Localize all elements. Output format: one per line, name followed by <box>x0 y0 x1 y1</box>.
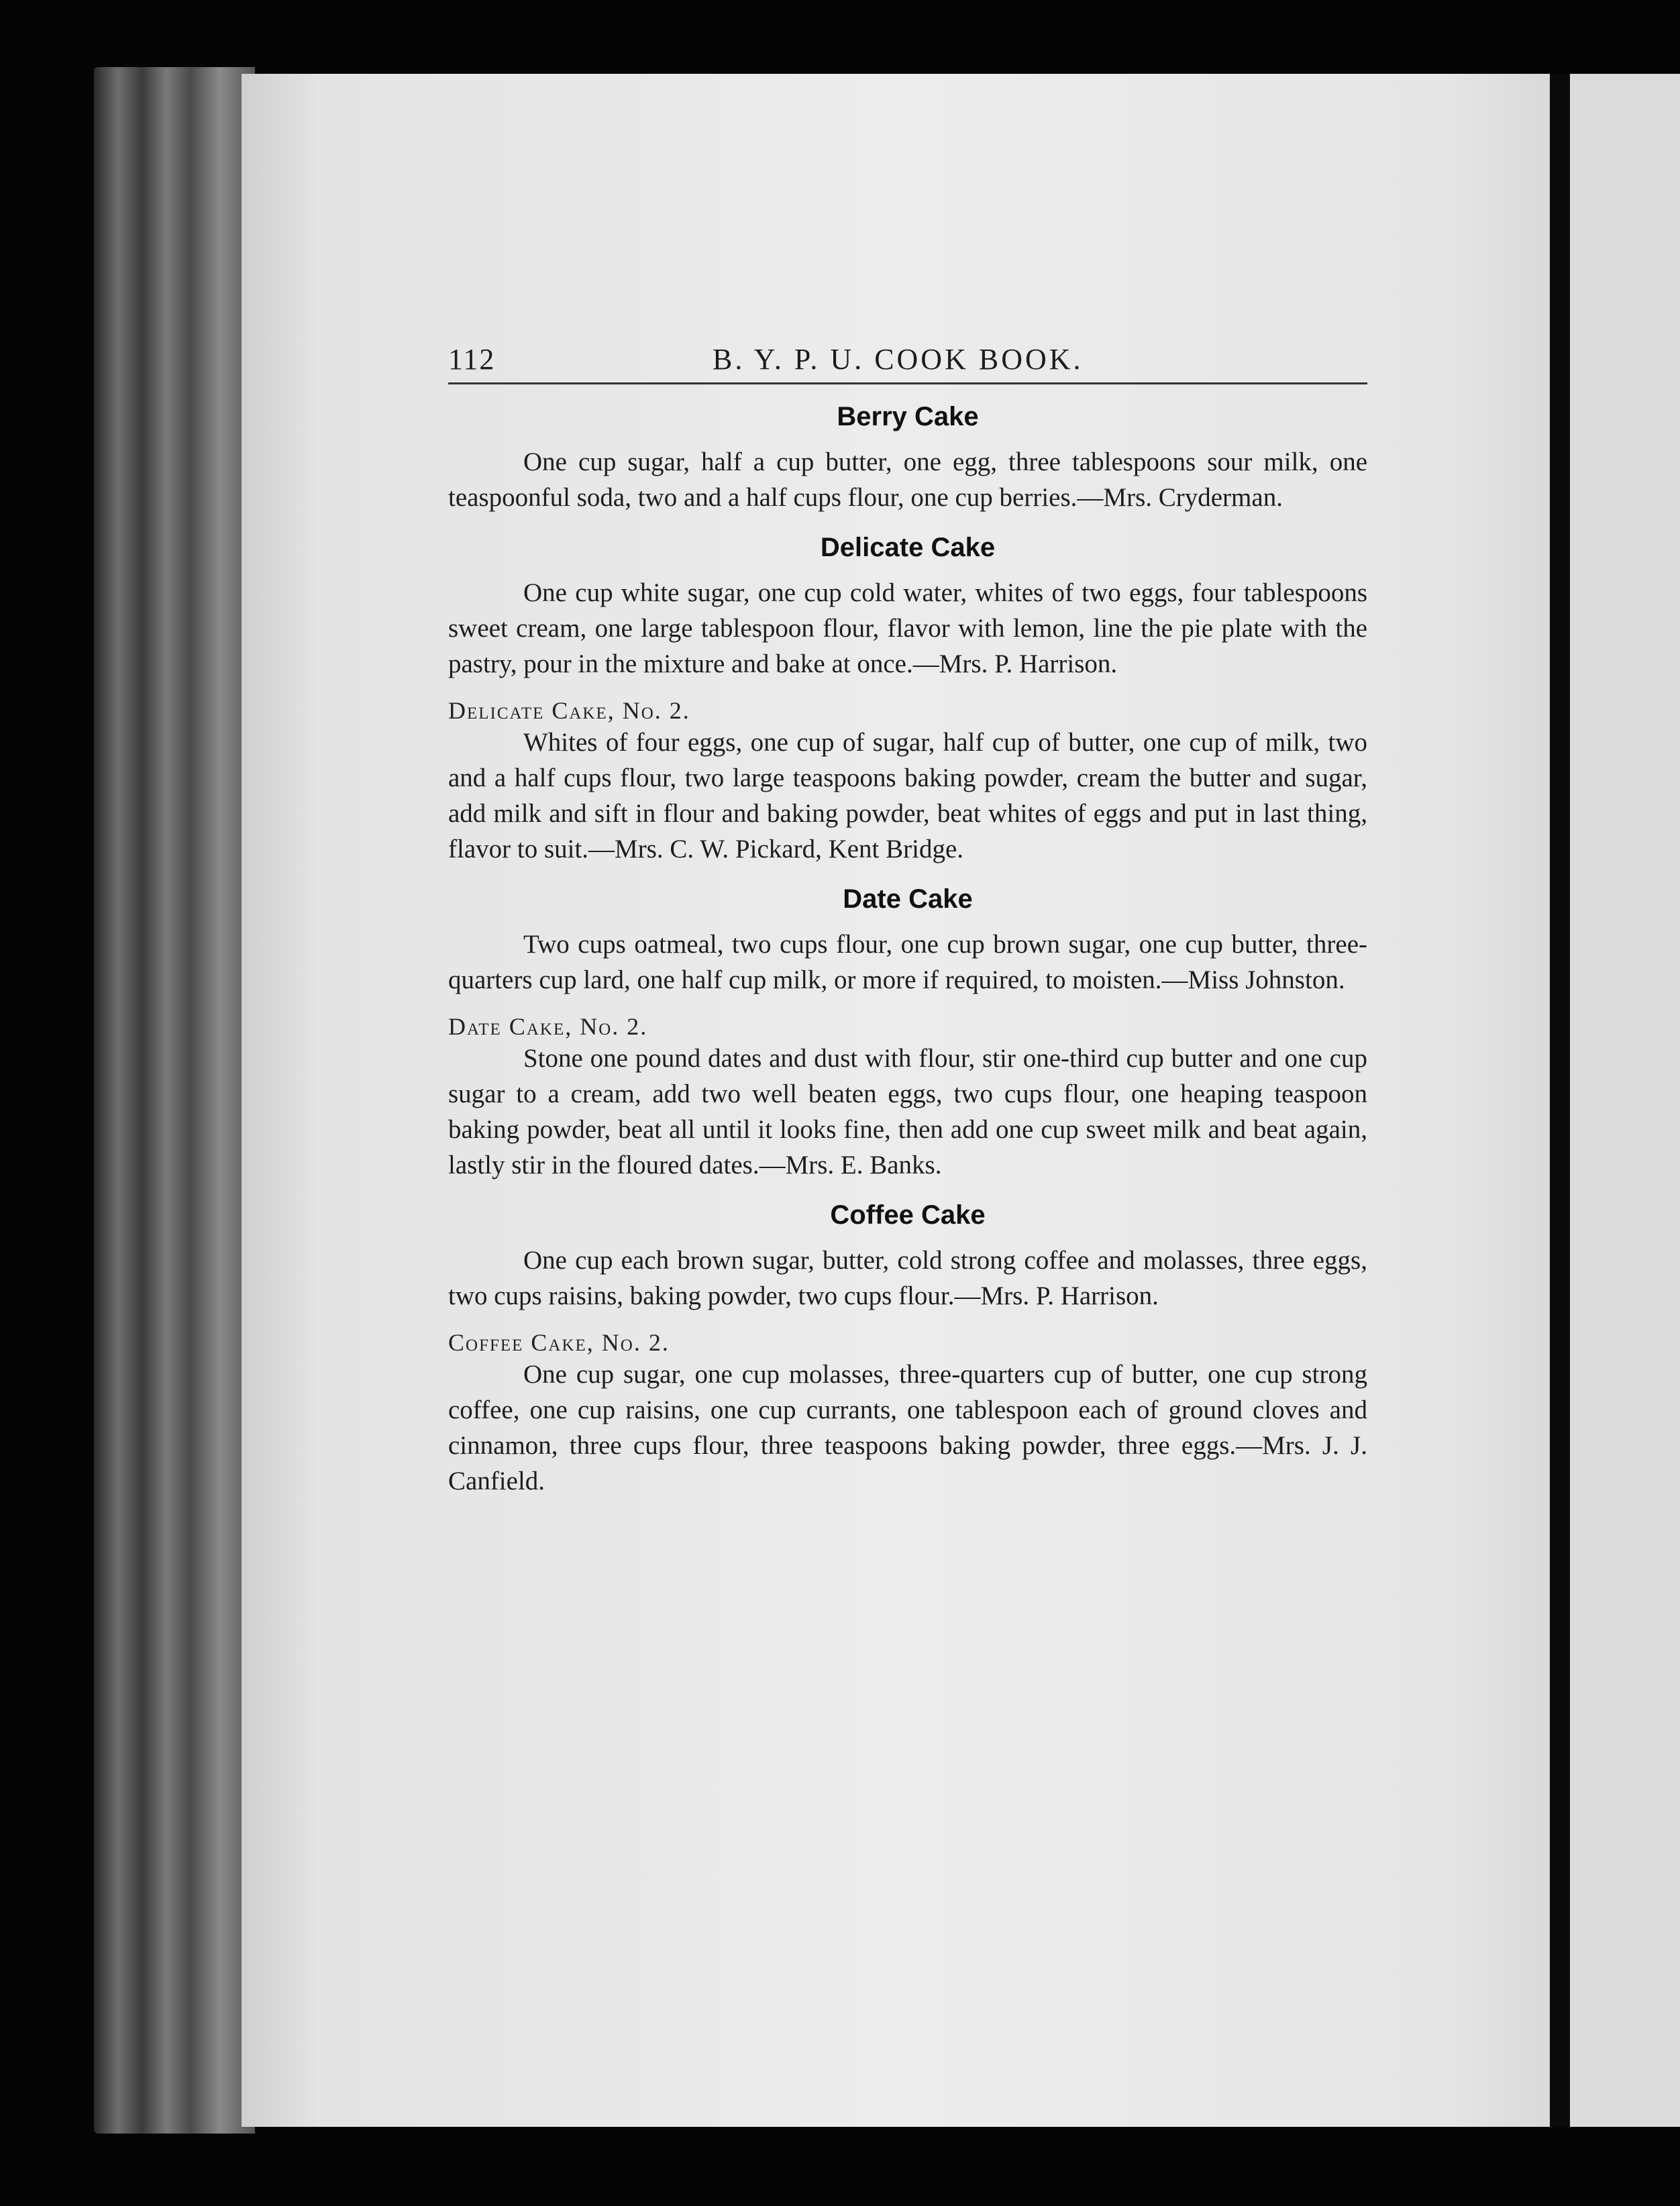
recipe-text: One cup sugar, half a cup butter, one egg, three tablespoons sour milk, one teaspoonful soda, two and a half cups flour, one cup berries.—Mrs. Cryderman. <box>448 448 1367 512</box>
recipe-text: Whites of four eggs, one cup of sugar, half cup of butter, one cup of milk, two and a half cups flour, two large teaspoons baking powder, cream the butter and sugar, add milk and sift in flour and baking powder, beat whites of eggs and put in last thing, flavor to suit.—Mrs. C. W. Pickard, Kent Bridge. <box>448 728 1367 863</box>
recipe-text: Stone one pound dates and dust with flour, stir one-third cup butter and one cup sugar to a cream, add two well beaten eggs, two cups flour, one heaping teaspoon baking powder, beat all until it looks fine, then add one cup sweet milk and beat again, lastly stir in the floured dates.—Mrs. E. Banks. <box>448 1044 1367 1179</box>
page-content <box>448 335 1367 1499</box>
book-gutter <box>1550 74 1570 2127</box>
recipe-variant-title: Delicate Cake, No. 2. <box>448 697 690 724</box>
facing-page-edge <box>1570 74 1680 2127</box>
recipe-text: Two cups oatmeal, two cups flour, one cup brown sugar, one cup butter, three-quarters cup lard, one half cup milk, or more if required, to moisten.—Miss Johnston. <box>448 930 1367 994</box>
recipe-title: Delicate Cake <box>820 533 996 562</box>
recipe-text: One cup each brown sugar, butter, cold strong coffee and molasses, three eggs, two cups raisins, baking powder, two cups flour.—Mrs. P. Harrison. <box>448 1246 1367 1310</box>
recipe-variant-title: Coffee Cake, No. 2. <box>448 1329 670 1356</box>
book-page-edges <box>94 67 255 2134</box>
book-title: B. Y. P. U. COOK BOOK. <box>713 343 1084 376</box>
page-number: 112 <box>448 343 496 376</box>
running-header <box>448 335 1367 384</box>
recipe-title: Berry Cake <box>837 402 979 431</box>
recipe-text: One cup white sugar, one cup cold water, whites of two eggs, four tablespoons sweet cream, one large tablespoon flour, flavor with lemon, line the pie plate with the pastry, pour in the mixture and bake at once.—Mrs. P. Harrison. <box>448 578 1367 678</box>
recipe-text: One cup sugar, one cup molasses, three-quarters cup of butter, one cup strong coffee, one cup raisins, one cup currants, one tablespoon each of ground cloves and cinnamon, three cups flour, three teaspoons baking powder, three eggs.—Mrs. J. J. Canfield. <box>448 1360 1367 1495</box>
recipe-title: Date Cake <box>843 884 973 914</box>
recipe-title: Coffee Cake <box>830 1200 986 1230</box>
recipe-variant-title: Date Cake, No. 2. <box>448 1013 648 1040</box>
